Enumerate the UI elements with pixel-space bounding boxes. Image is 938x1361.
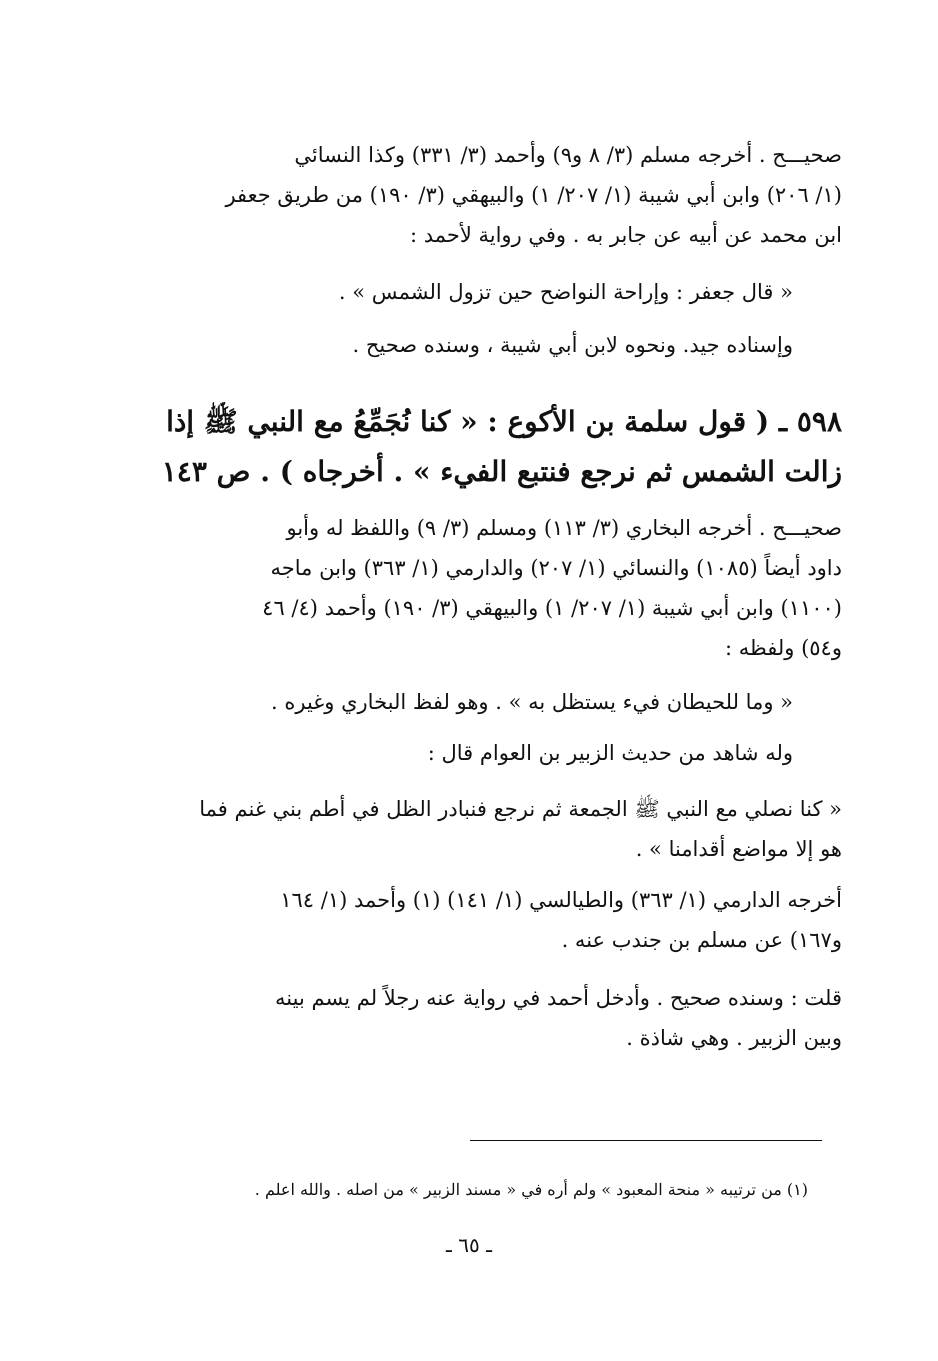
page-number: ـ ٦٥ ـ [446, 1233, 492, 1257]
text-line: صحيـــح . أخرجه البخاري (٣/ ١١٣) ومسلم (٣/ ٩) واللفظ له وأبو [286, 516, 842, 540]
quote-line: هو إلا مواضع أقدامنا » . [635, 837, 842, 861]
quote-line: « وما للحيطان فيء يستظل به » . وهو لفظ البخاري وغيره . [271, 690, 793, 714]
text-line: (١١٠٠) وابن أبي شيبة (١/ ٢٠٧/ ١) والبيهقي (٣/ ١٩٠) وأحمد (٤/ ٤٦ [262, 596, 842, 620]
text-line: داود أيضاً (١٠٨٥) والنسائي (١/ ٢٠٧) والدارمي (١/ ٣٦٣) وابن ماجه [270, 556, 842, 580]
quote-line: « قال جعفر : وإراحة النواضح حين تزول الشمس » . [338, 280, 793, 304]
text-line: وإسناده جيد. ونحوه لابن أبي شيبة ، وسنده صحيح . [352, 333, 793, 357]
text-line: قلت : وسنده صحيح . وأدخل أحمد في رواية عنه رجلاً لم يسم بينه [275, 986, 842, 1010]
hadith-heading: زالت الشمس ثم نرجع فنتبع الفيء » . أخرجاه ) . ص ١٤٣ [161, 455, 842, 488]
quote-line: « كنا نصلي مع النبي ﷺ الجمعة ثم نرجع فنبادر الظل في أطم بني غنم فما [199, 797, 842, 821]
text-line: و٥٤) ولفظه : [725, 636, 842, 660]
text-line: ابن محمد عن أبيه عن جابر به . وفي رواية لأحمد : [409, 223, 842, 247]
text-line: وبين الزبير . وهي شاذة . [626, 1026, 842, 1050]
text-line: صحيـــح . أخرجه مسلم (٣/ ٨ و٩) وأحمد (٣/ ٣٣١) وكذا النسائي [294, 143, 842, 167]
text-line: أخرجه الدارمي (١/ ٣٦٣) والطيالسي (١/ ١٤١) (١) وأحمد (١/ ١٦٤ [280, 888, 842, 912]
text-line: و١٦٧) عن مسلم بن جندب عنه . [561, 928, 842, 952]
text-line: وله شاهد من حديث الزبير بن العوام قال : [427, 741, 793, 765]
footnote: (١) من ترتيبه « منحة المعبود » ولم أره في « مسند الزبير » من اصله . والله اعلم . [254, 1180, 808, 1199]
hadith-heading: ٥٩٨ ـ ( قول سلمة بن الأكوع : « كنا نُجَمِّعُ مع النبي ﷺ إذا [166, 405, 842, 438]
footnote-rule [470, 1140, 822, 1141]
text-line: (١/ ٢٠٦) وابن أبي شيبة (١/ ٢٠٧/ ١) والبيهقي (٣/ ١٩٠) من طريق جعفر [225, 183, 842, 207]
